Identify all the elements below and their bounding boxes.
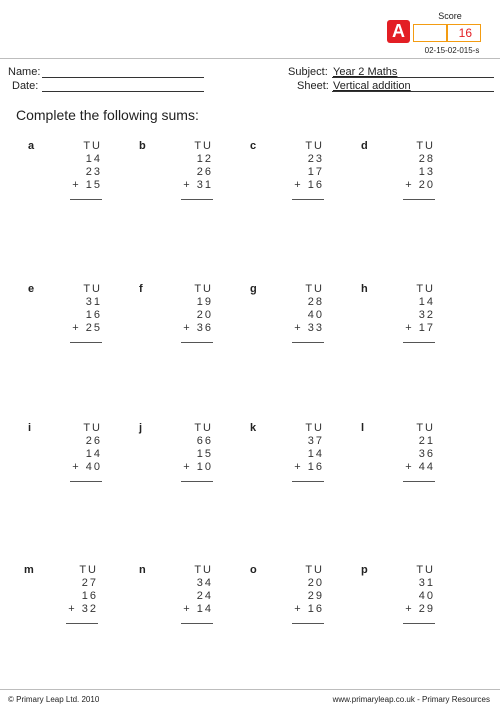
problem-letter: l [361, 422, 365, 434]
first-addend: 14 [85, 153, 102, 165]
problem-c [250, 140, 350, 210]
column-header: TU [416, 283, 435, 295]
first-addend: 26 [85, 435, 102, 447]
problem-p [361, 564, 461, 634]
problem-letter: j [139, 422, 143, 434]
score-box-divider [446, 25, 448, 41]
third-addend: + 17 [405, 322, 435, 334]
column-header: TU [83, 422, 102, 434]
problem-letter: d [361, 140, 368, 152]
second-addend: 29 [307, 590, 324, 602]
column-header: TU [194, 422, 213, 434]
problem-letter: n [139, 564, 146, 576]
problem-e [28, 283, 128, 353]
problem-j [139, 422, 239, 492]
second-addend: 40 [307, 309, 324, 321]
problem-a [28, 140, 128, 210]
column-header: TU [305, 564, 324, 576]
date-field[interactable] [42, 91, 204, 92]
answer-line[interactable] [70, 199, 102, 200]
problem-h [361, 283, 461, 353]
second-addend: 14 [85, 448, 102, 460]
answer-line[interactable] [181, 481, 213, 482]
first-addend: 19 [196, 296, 213, 308]
problem-letter: h [361, 283, 368, 295]
sheet-code: 02-15-02-015-s [424, 46, 480, 55]
column-header: TU [83, 283, 102, 295]
problem-k [250, 422, 350, 492]
answer-line[interactable] [70, 481, 102, 482]
third-addend: + 16 [294, 603, 324, 615]
instructions: Complete the following sums: [16, 107, 199, 123]
second-addend: 20 [196, 309, 213, 321]
score-label: Score [438, 11, 462, 21]
first-addend: 23 [307, 153, 324, 165]
column-header: TU [194, 564, 213, 576]
second-addend: 32 [418, 309, 435, 321]
sheet-label: Sheet: [297, 80, 329, 92]
answer-line[interactable] [403, 623, 435, 624]
third-addend: + 14 [183, 603, 213, 615]
problem-letter: b [139, 140, 146, 152]
second-addend: 13 [418, 166, 435, 178]
column-header: TU [416, 564, 435, 576]
answer-line[interactable] [403, 342, 435, 343]
third-addend: + 15 [72, 179, 102, 191]
footer-divider [0, 689, 500, 690]
first-addend: 66 [196, 435, 213, 447]
score-box [413, 24, 481, 42]
first-addend: 20 [307, 577, 324, 589]
second-addend: 16 [85, 309, 102, 321]
score-value: 16 [458, 26, 472, 40]
answer-line[interactable] [181, 623, 213, 624]
third-addend: + 20 [405, 179, 435, 191]
second-addend: 24 [196, 590, 213, 602]
first-addend: 28 [418, 153, 435, 165]
second-addend: 15 [196, 448, 213, 460]
column-header: TU [416, 422, 435, 434]
problem-letter: c [250, 140, 257, 152]
problem-letter: o [250, 564, 257, 576]
header-divider [0, 58, 500, 59]
answer-line[interactable] [181, 342, 213, 343]
problem-d [361, 140, 461, 210]
second-addend: 36 [418, 448, 435, 460]
problem-m [24, 564, 124, 634]
answer-line[interactable] [292, 342, 324, 343]
third-addend: + 40 [72, 461, 102, 473]
problem-letter: a [28, 140, 35, 152]
problem-o [250, 564, 350, 634]
date-label: Date: [12, 80, 39, 92]
column-header: TU [79, 564, 98, 576]
first-addend: 31 [85, 296, 102, 308]
column-header: TU [83, 140, 102, 152]
problem-b [139, 140, 239, 210]
column-header: TU [194, 283, 213, 295]
third-addend: + 29 [405, 603, 435, 615]
subject-label: Subject: [288, 66, 328, 78]
third-addend: + 10 [183, 461, 213, 473]
first-addend: 14 [418, 296, 435, 308]
second-addend: 40 [418, 590, 435, 602]
answer-line[interactable] [70, 342, 102, 343]
second-addend: 23 [85, 166, 102, 178]
third-addend: + 16 [294, 179, 324, 191]
column-header: TU [305, 422, 324, 434]
answer-line[interactable] [292, 623, 324, 624]
column-header: TU [194, 140, 213, 152]
problem-n [139, 564, 239, 634]
second-addend: 17 [307, 166, 324, 178]
name-field[interactable] [42, 77, 204, 78]
sheet-value: Vertical addition [333, 80, 411, 92]
third-addend: + 33 [294, 322, 324, 334]
problem-letter: f [139, 283, 143, 295]
answer-line[interactable] [181, 199, 213, 200]
problem-letter: k [250, 422, 257, 434]
answer-line[interactable] [292, 481, 324, 482]
subject-value: Year 2 Maths [333, 66, 398, 78]
problem-letter: e [28, 283, 35, 295]
third-addend: + 25 [72, 322, 102, 334]
problem-letter: p [361, 564, 368, 576]
logo-letter: A [392, 21, 405, 41]
third-addend: + 44 [405, 461, 435, 473]
third-addend: + 32 [68, 603, 98, 615]
first-addend: 37 [307, 435, 324, 447]
third-addend: + 36 [183, 322, 213, 334]
first-addend: 27 [81, 577, 98, 589]
answer-line[interactable] [292, 199, 324, 200]
first-addend: 28 [307, 296, 324, 308]
answer-line[interactable] [403, 199, 435, 200]
problem-letter: i [28, 422, 32, 434]
second-addend: 16 [81, 590, 98, 602]
answer-line[interactable] [66, 623, 98, 624]
column-header: TU [305, 283, 324, 295]
answer-line[interactable] [403, 481, 435, 482]
third-addend: + 31 [183, 179, 213, 191]
name-label: Name: [8, 66, 41, 78]
problem-f [139, 283, 239, 353]
first-addend: 12 [196, 153, 213, 165]
problem-g [250, 283, 350, 353]
problem-letter: g [250, 283, 257, 295]
second-addend: 14 [307, 448, 324, 460]
problem-l [361, 422, 461, 492]
column-header: TU [305, 140, 324, 152]
first-addend: 21 [418, 435, 435, 447]
problem-letter: m [24, 564, 34, 576]
second-addend: 26 [196, 166, 213, 178]
first-addend: 34 [196, 577, 213, 589]
first-addend: 31 [418, 577, 435, 589]
primary-leap-logo [387, 20, 410, 43]
website-text: www.primaryleap.co.uk - Primary Resources [332, 695, 490, 704]
third-addend: + 16 [294, 461, 324, 473]
column-header: TU [416, 140, 435, 152]
problem-i [28, 422, 128, 492]
copyright-text: © Primary Leap Ltd. 2010 [8, 695, 100, 704]
